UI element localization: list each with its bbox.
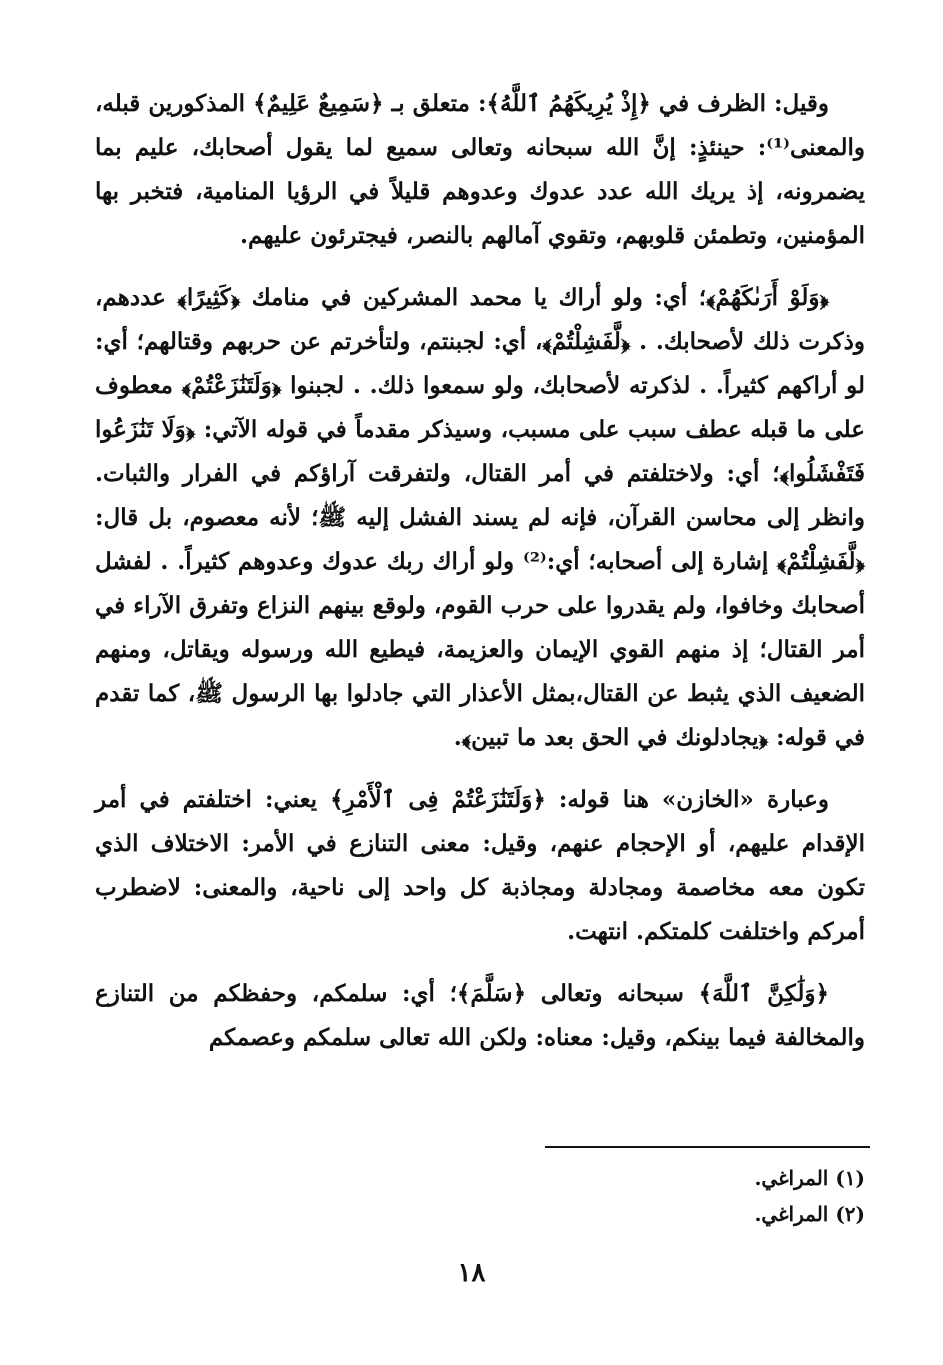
- paragraph-1: وقيل: الظرف في ﴿إِذْ يُرِيكَهُمُ ٱللَّهُ﴾: متعلق بـ ﴿سَمِيعٌ عَلِيمٌ﴾ المذكورين قبله، والمعنى⁽¹⁾: حينئذٍ: إنَّ الله سبحانه وتعالى سميع لما يقول أصحابك، عليم بما يضمرونه، إذ يريك الله عدد عدوك وعدوهم قليلاً في الرؤيا المنامية، فتخبر بها المؤمنين، وتطمئن قلوبهم، وتقوي آمالهم بالنصر، فيجترئون عليهم.: [95, 90, 865, 249]
- page-number: ١٨: [457, 1258, 486, 1288]
- footnote-2: (٢) المراغي.: [754, 1202, 865, 1226]
- paragraph-3: وعبارة «الخازن» هنا قوله: ﴿وَلَتَنَٰزَعْتُمْ فِى ٱلْأَمْرِ﴾ يعني: اختلفتم في أمر الإقدام عليهم، أو الإحجام عنهم، وقيل: معنى التنازع في الأمر: الاختلاف الذي تكون معه مخاصمة ومجادلة ومجاذبة كل واحد إلى ناحية، والمعنى: لاضطرب أمركم واختلفت كلمتكم. انتهت.: [95, 786, 865, 945]
- paragraph-2: ﴿وَلَوْ أَرَىٰكَهُمْ﴾؛ أي: ولو أراك يا محمد المشركين في منامك ﴿كَثِيرًا﴾ عددهم، وذكرت ذلك لأصحابك. . ﴿لَّفَشِلْتُمْ﴾، أي: لجبنتم، ولتأخرتم عن حربهم وقتالهم؛ أي: لو أراكهم كثيراً. . لذكرته لأصحابك، ولو سمعوا ذلك. . لجبنوا ﴿وَلَتَنَٰزَعْتُمْ﴾ معطوف على ما قبله عطف سبب على مسبب، وسيذكر مقدماً في قوله الآتي: ﴿وَلَا تَنَٰزَعُوا فَتَفْشَلُوا﴾؛ أي: ولاختلفتم في أمر القتال، ولتفرقت آراؤكم في الفرار والثبات. وانظر إلى محاسن القرآن، فإنه لم يسند الفشل إليه ﷺ؛ لأنه معصوم، بل قال: ﴿لَّفَشِلْتُمْ﴾ إشارة إلى أصحابه؛ أي:⁽²⁾ ولو أراك ربك عدوك وعدوهم كثيراً. . لفشل أصحابك وخافوا، ولم يقدروا على حرب القوم، ولوقع بينهم النزاع وتفرق الآراء في أمر القتال؛ إذ منهم القوي الإيمان والعزيمة، فيطيع الله ورسوله ويقاتل، ومنهم الضعيف الذي يثبط عن القتال،بمثل الأعذار التي جادلوا بها الرسول ﷺ، كما تقدم في قوله: ﴿يجادلونك في الحق بعد ما تبين﴾.: [95, 284, 865, 751]
- footnotes: [95, 1160, 865, 1232]
- paragraph-4: ﴿وَلَٰكِنَّ ٱللَّهَ﴾ سبحانه وتعالى ﴿سَلَّمَ﴾؛ أي: سلمكم، وحفظكم من التنازع والمخالفة فيما بينكم، وقيل: معناه: ولكن الله تعالى سلمكم وعصمكم: [95, 980, 865, 1051]
- footnote-1: (١) المراغي.: [754, 1166, 865, 1190]
- main-text: [95, 82, 865, 1060]
- footnote-divider: [545, 1146, 870, 1148]
